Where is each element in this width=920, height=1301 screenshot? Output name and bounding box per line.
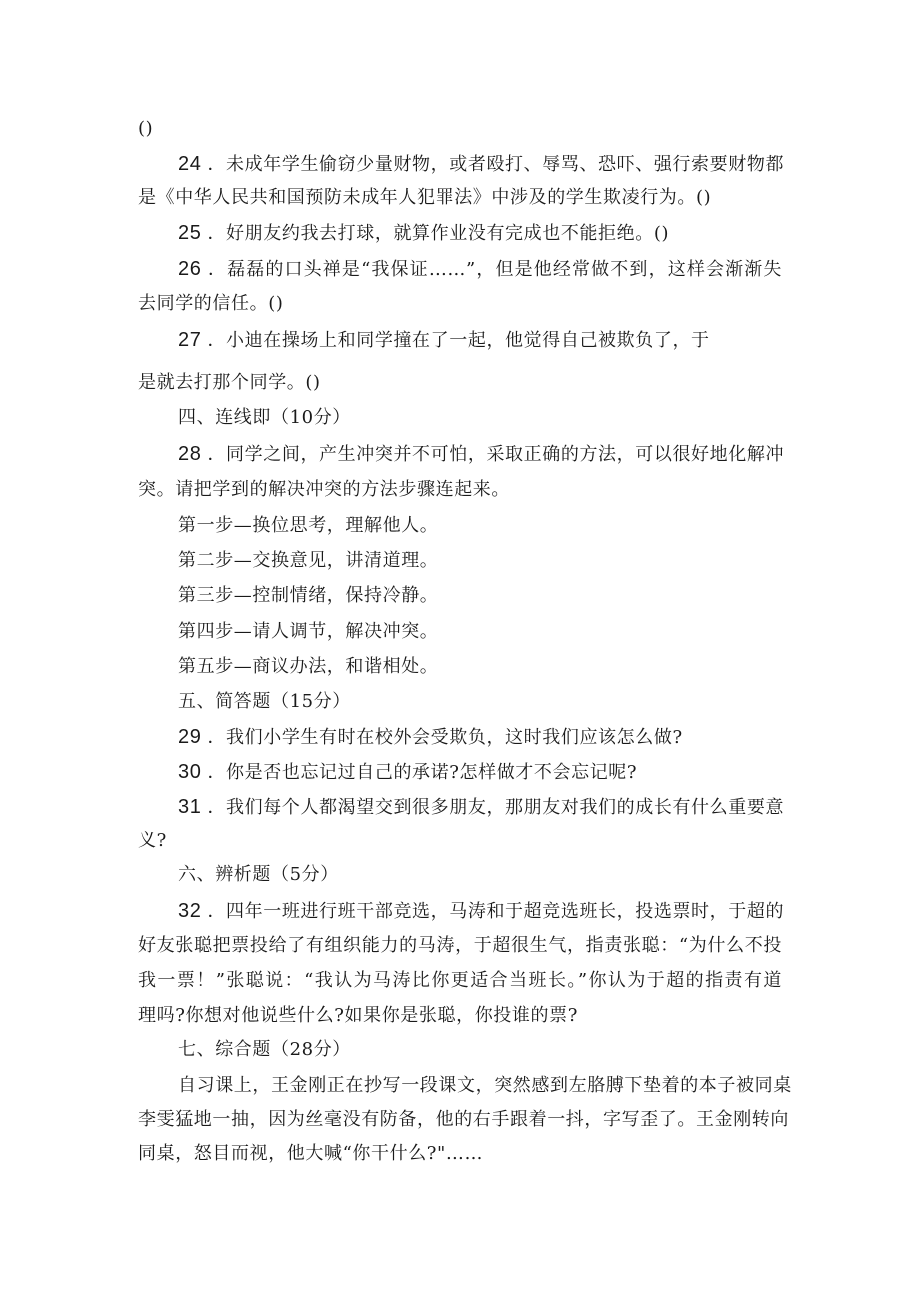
q29-number: 29: [178, 726, 202, 748]
q27-number: 27: [178, 329, 202, 351]
section-6-heading: 六、辨析题（5分）: [178, 864, 339, 885]
q25-line-1: 25 ．好朋友约我去打球，就算作业没有完成也不能拒绝。(): [178, 222, 670, 244]
comprehensive-line-2: 李雯猛地一抽，因为丝毫没有防备，他的右手跟着一抖，字写歪了。王金刚转向: [138, 1109, 789, 1130]
section-7-heading: 七、综合题（28分）: [178, 1039, 351, 1060]
q26-number: 26: [178, 258, 202, 280]
q29-line-1: 29 ．我们小学生有时在校外会受欺负，这时我们应该怎么做?: [178, 726, 683, 748]
q28-line-2: 突。请把学到的解决冲突的方法步骤连起来。: [138, 479, 510, 500]
q23-answer-bracket: (): [138, 118, 154, 139]
q24-line-1: 24 ．未成年学生偷窃少量财物，或者殴打、辱骂、恐吓、强行索要财物都: [178, 153, 785, 175]
q26-line-1: 26 ．磊磊的口头禅是“我保证……”，但是他经常做不到，这样会渐渐失: [178, 258, 782, 280]
q31-number: 31: [178, 796, 202, 818]
q28-step-1: 第一步—换位思考，理解他人。: [178, 515, 439, 536]
q26-line-2: 去同学的信任。(): [138, 293, 284, 314]
q30-number: 30: [178, 761, 202, 783]
q28-step-5: 第五步—商议办法，和谐相处。: [178, 656, 439, 677]
q32-line-4: 理吗?你想对他说些什么?如果你是张聪，你投谁的票?: [138, 1005, 578, 1026]
q25-number: 25: [178, 222, 202, 244]
q28-step-4: 第四步—请人调节，解决冲突。: [178, 621, 439, 642]
q28-number: 28: [178, 443, 202, 465]
q28-step-2: 第二步—交换意见，讲清道理。: [178, 550, 439, 571]
q24-number: 24: [178, 153, 202, 175]
section-4-heading: 四、连线即（10分）: [178, 407, 351, 428]
comprehensive-line-1: 自习课上，王金刚正在抄写一段课文，突然感到左胳膊下垫着的本子被同桌: [178, 1075, 792, 1096]
q27-line-1: 27 ．小迪在操场上和同学撞在了一起，他觉得自己被欺负了，于: [178, 329, 710, 351]
q28-line-1: 28 ．同学之间，产生冲突并不可怕，采取正确的方法，可以很好地化解冲: [178, 443, 785, 465]
q24-line-2: 是《中华人民共和国预防未成年人犯罪法》中涉及的学生欺凌行为。(): [138, 187, 712, 208]
q30-line-1: 30 ．你是否也忘记过自己的承诺?怎样做才不会忘记呢?: [178, 761, 638, 783]
q32-line-1: 32 ．四年一班进行班干部竞选，马涛和于超竞选班长，投选票时，于超的: [178, 900, 785, 922]
section-5-heading: 五、简答题（15分）: [178, 691, 351, 712]
q31-line-2: 义?: [138, 830, 167, 851]
q31-line-1: 31 ．我们每个人都渴望交到很多朋友，那朋友对我们的成长有什么重要意: [178, 796, 785, 818]
q32-number: 32: [178, 900, 202, 922]
q27-line-2: 是就去打那个同学。(): [138, 372, 321, 393]
comprehensive-line-3: 同桌，怒目而视，他大喊“你干什么?"……: [138, 1143, 484, 1164]
q28-step-3: 第三步—控制情绪，保持冷静。: [178, 585, 439, 606]
q32-line-2: 好友张聪把票投给了有组织能力的马涛，于超很生气，指责张聪：“为什么不投: [138, 935, 782, 956]
q32-line-3: 我一票！”张聪说：“我认为马涛比你更适合当班长。”你认为于超的指责有道: [138, 970, 782, 991]
